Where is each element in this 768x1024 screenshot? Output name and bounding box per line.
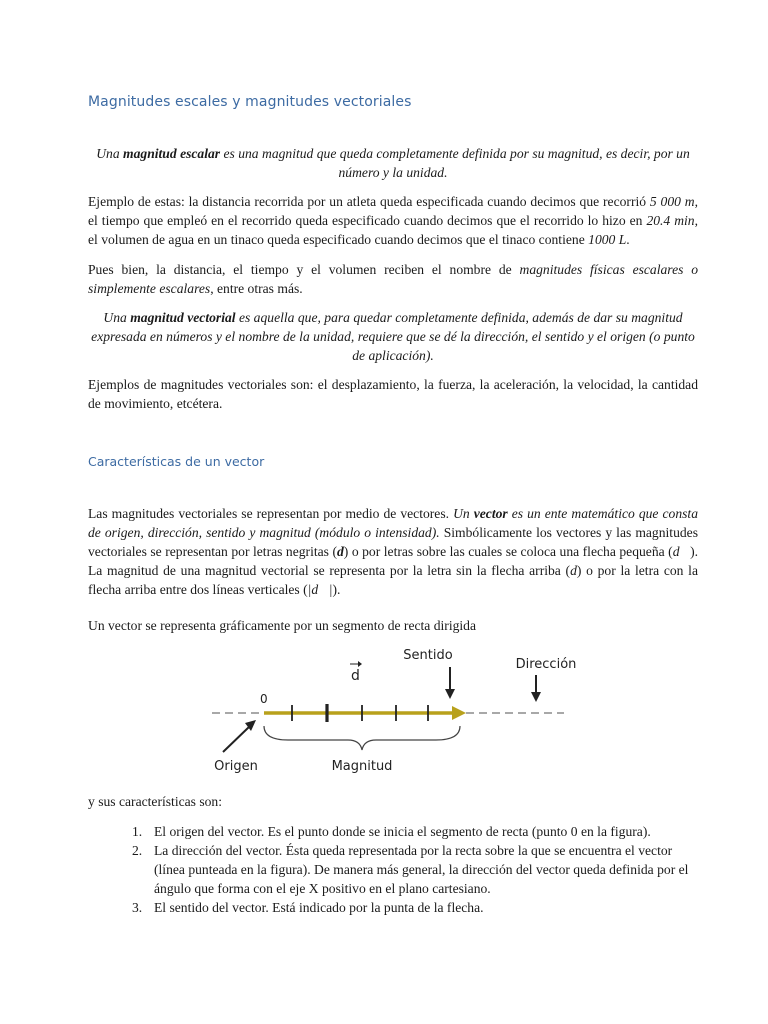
list-item: 1. El origen del vector. Es el punto donde se inicia el segmento de recta (punto 0 en la figura). — [132, 824, 651, 839]
origin-zero-label: 0 — [260, 692, 268, 706]
definition-escalar: Una magnitud escalar es una magnitud que queda completamente definida por su magnitud, es decir, por un número y la unidad. — [96, 146, 690, 180]
vector-d-arrowhead — [358, 661, 362, 667]
direccion-arrowhead — [531, 692, 541, 702]
origen-arrow — [223, 726, 250, 752]
paragraph-ejemplo: Ejemplo de estas: la distancia recorrida por un atleta queda especificada cuando decimos que recorrió 5 000 m, el tiempo que empleó en el recorrido queda especificado cuando decimos que el recorrido lo hizo en 20.4 min, el volumen de agua en un tinaco queda especificado cuando decimos que el tinaco contiene 1000 L. — [88, 194, 699, 247]
sentido-arrowhead — [445, 689, 455, 699]
vector-arrowhead — [452, 706, 466, 720]
vector-diagram — [198, 640, 688, 780]
magnitud-brace — [264, 726, 460, 750]
definition-vectorial: Una magnitud vectorial es aquella que, para quedar completamente definida, además de dar su magnitud expresada en números y el nombre de la unidad, requiere que se dé la dirección, el sentido y el origen (o punto de aplicación). — [91, 310, 695, 363]
magnitud-label: Magnitud — [331, 759, 393, 774]
characteristics-list — [88, 822, 698, 917]
vector-d-label: d — [351, 668, 360, 684]
paragraph-pues-bien: Pues bien, la distancia, el tiempo y el volumen reciben el nombre de magnitudes físicas escalares o simplemente escalares, entre otras más. — [88, 262, 699, 296]
direccion-label: Dirección — [515, 657, 577, 672]
heading-magnitudes: Magnitudes escales y magnitudes vectoriales — [88, 94, 412, 110]
list-item: 2. La dirección del vector. Ésta queda representada por la recta sobre la que se encuentra el vector (línea punteada en la figura). De manera más general, la dirección del vector queda definida por el ángulo que forma con el eje X positivo en el plano cartesiano. — [132, 843, 689, 896]
sentido-label: Sentido — [403, 648, 453, 663]
paragraph-grafico-intro: Un vector se representa gráficamente por un segmento de recta dirigida — [88, 618, 477, 633]
paragraph-caracteristicas-intro: y sus características son: — [88, 794, 223, 809]
paragraph-representacion: Las magnitudes vectoriales se representan por medio de vectores. Un vector es un ente matemático que consta de origen, dirección, sentido y magnitud (módulo o intensidad). Simbólicamente los vectores y las magnitudes vectoriales se representan por letras negritas (d) o por letras sobre las cuales se coloca una flecha pequeña (d⃗). La magnitud de una magnitud vectorial se representa por la letra sin la flecha arriba (d) o por la letra con la flecha arriba entre dos líneas verticales (|d⃗|). — [88, 506, 698, 597]
origen-label: Origen — [214, 759, 258, 774]
paragraph-ejemplos-vectoriales: Ejemplos de magnitudes vectoriales son: el desplazamiento, la fuerza, la aceleración, la velocidad, la cantidad de movimiento, etcétera. — [88, 377, 698, 411]
list-item: 3. El sentido del vector. Está indicado por la punta de la flecha. — [132, 900, 484, 915]
heading-caracteristicas: Características de un vector — [88, 454, 265, 469]
